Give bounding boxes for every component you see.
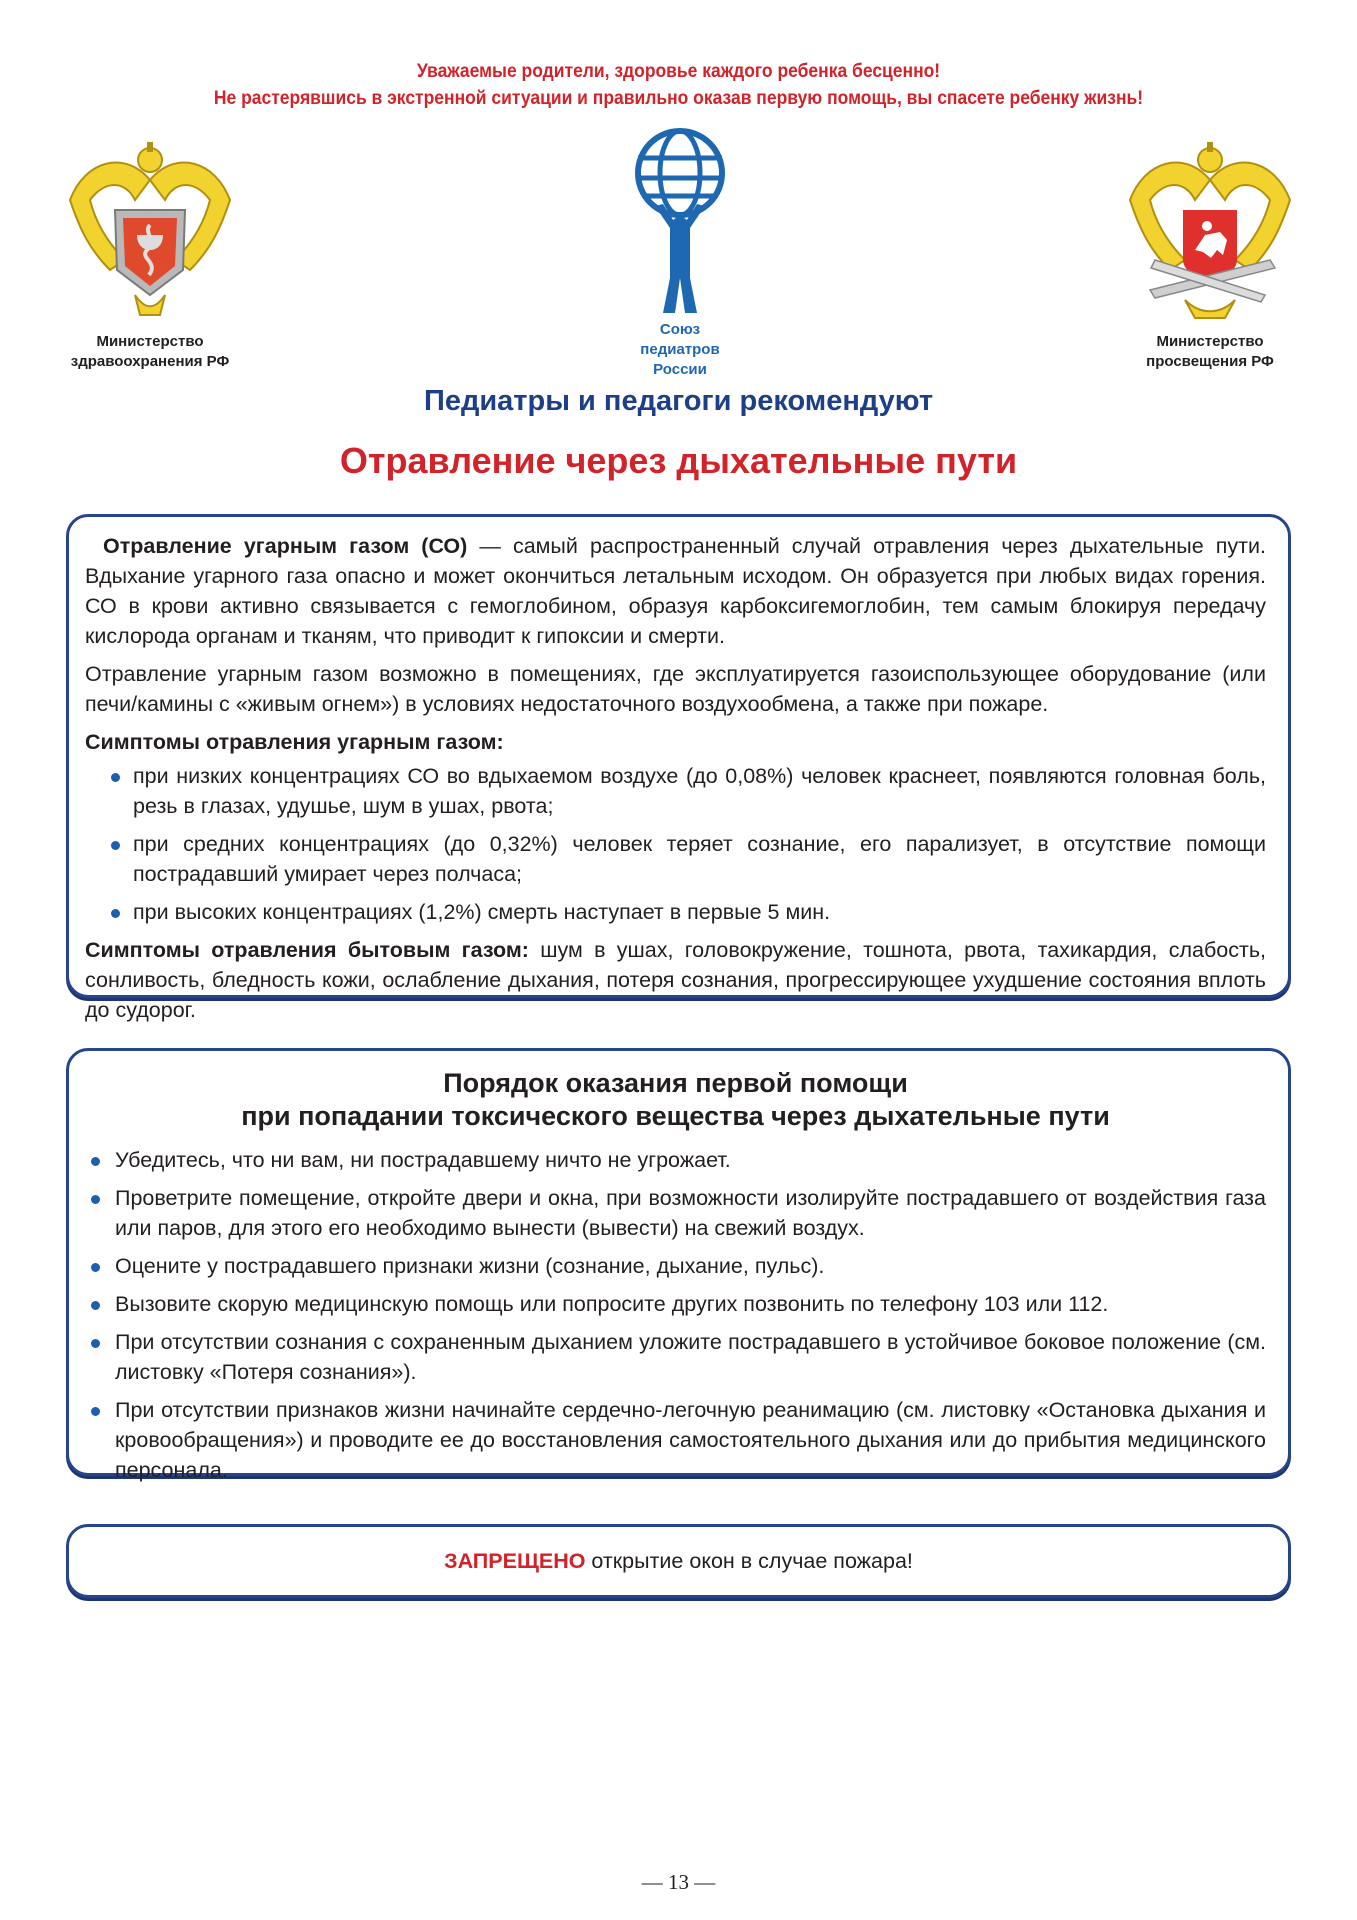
list-item	[85, 1395, 1266, 1485]
bullet-icon	[91, 1157, 100, 1166]
co-locations-paragraph: Отравление угарным газом возможно в помещениях, где эксплуатируется газоиспользующее оборудование (или печи/камины с «живым огнем») в условиях недостаточного воздухообмена, а также при пожаре.	[85, 662, 1266, 716]
list-item-text: при низких концентрациях СО во вдыхаемом воздухе (до 0,08%) человек краснеет, появляются головная боль, резь в глазах, удушье, шум в ушах, рвота;	[133, 764, 1266, 818]
logo-right-line2: просвещения РФ	[1146, 353, 1274, 370]
bullet-icon	[91, 1339, 100, 1348]
list-item-text: Вызовите скорую медицинскую помощь или попросите других позвонить по телефону 103 или 112.	[115, 1292, 1109, 1316]
gas-symptoms-paragraph	[85, 935, 1266, 1025]
page-subtitle: Педиатры и педагоги рекомендуют	[423, 385, 934, 417]
first-aid-title-line1: Порядок оказания первой помощи	[443, 1068, 908, 1098]
bullet-icon	[111, 773, 120, 782]
ministry-health-emblem-icon	[65, 140, 235, 320]
bullet-icon	[111, 841, 120, 850]
warning-box	[66, 1524, 1291, 1598]
co-intro-bold: Отравление угарным газом (СО)	[103, 534, 468, 558]
list-item	[85, 1289, 1266, 1319]
logo-pediatricians-union	[610, 128, 750, 380]
list-item-text: При отсутствии сознания с сохраненным дыханием уложите пострадавшего в устойчивое боковое положение (см. листовку «Потеря сознания»).	[115, 1330, 1266, 1384]
page-title: Отравление через дыхательные пути	[339, 440, 1018, 481]
list-item-text: при высоких концентрациях (1,2%) смерть наступает в первые 5 мин.	[133, 900, 831, 924]
co-intro-text: — самый распространенный случай отравления через дыхательные пути. Вдыхание угарного газа опасно и может окончиться летальным исходом. Он образуется при любых видах горения. СО в крови активно связывается с гемоглобином, образуя карбоксигемоглобин, тем самым блокируя передачу кислорода органам и тканям, что приводит к гипоксии и смерти.	[85, 534, 1267, 648]
logo-left-line2: здравоохранения РФ	[70, 353, 230, 370]
logo-right-line1: Министерство	[1156, 333, 1264, 350]
bullet-icon	[91, 1195, 100, 1204]
list-item-text: Убедитесь, что ни вам, ни пострадавшему ничто не угрожает.	[115, 1148, 731, 1172]
list-item-text: при средних концентрациях (до 0,32%) человек теряет сознание, его парализует, в отсутствие помощи пострадавший умирает через полчаса;	[133, 832, 1266, 886]
list-item	[85, 897, 1266, 927]
warning-bold: ЗАПРЕЩЕНО	[444, 1549, 586, 1573]
first-aid-box	[66, 1048, 1291, 1482]
first-aid-title-line2: при попадании токсического вещества через дыхательные пути	[241, 1101, 1110, 1131]
list-item	[85, 1145, 1266, 1175]
logo-center-line1: Союз	[659, 321, 701, 338]
co-poisoning-info-box	[66, 514, 1291, 1022]
list-item	[85, 829, 1266, 889]
co-intro-paragraph	[85, 531, 1266, 651]
co-symptoms-heading	[85, 727, 1266, 757]
first-aid-steps-list	[85, 1145, 1266, 1485]
top-banner	[54, 58, 1302, 112]
warning-text	[69, 1527, 1288, 1595]
list-item-text: При отсутствии признаков жизни начинайте сердечно-легочную реанимацию (см. листовку «Остановка дыхания и кровообращения») и проводите ее до восстановления самостоятельного дыхания или до прибытия медицинского персонала.	[115, 1398, 1266, 1482]
list-item	[85, 1251, 1266, 1281]
list-item-text: Проветрите помещение, откройте двери и окна, при возможности изолируйте пострадавшего от воздействия газа или паров, для этого его необходимо вынести (вывести) на свежий воздух.	[115, 1186, 1266, 1240]
list-item	[85, 1327, 1266, 1387]
bullet-icon	[91, 1407, 100, 1416]
ministry-education-emblem-icon	[1125, 140, 1295, 320]
co-symptoms-list	[85, 761, 1266, 927]
gas-symptoms-heading: Симптомы отравления бытовым газом:	[85, 938, 529, 962]
banner-line-2: Не растерявшись в экстренной ситуации и правильно оказав первую помощь, вы спасете ребенку жизнь!	[213, 88, 1144, 109]
gas-symptoms-text: шум в ушах, головокружение, тошнота, рвота, тахикардия, слабость, сонливость, бледность кожи, ослабление дыхания, потеря сознания, прогрессирующее ухудшение состояния вплоть до судорог.	[85, 938, 1266, 1022]
co-symptoms-heading-text: Симптомы отравления угарным газом:	[85, 730, 504, 754]
list-item	[85, 1183, 1266, 1243]
page-number: — 13 —	[641, 1870, 716, 1894]
logo-ministry-health	[55, 140, 245, 372]
bullet-icon	[91, 1301, 100, 1310]
bullet-icon	[91, 1263, 100, 1272]
list-item	[85, 761, 1266, 821]
banner-line-1: Уважаемые родители, здоровье каждого ребенка бесценно!	[416, 61, 941, 82]
warning-rest: открытие окон в случае пожара!	[585, 1549, 913, 1573]
logo-center-line3: России	[653, 361, 707, 378]
logo-ministry-education	[1115, 140, 1305, 372]
logo-center-line2: педиатров	[640, 341, 720, 358]
first-aid-title	[85, 1067, 1266, 1133]
list-item-text: Оцените у пострадавшего признаки жизни (сознание, дыхание, пульс).	[115, 1254, 825, 1278]
logo-left-line1: Министерство	[96, 333, 204, 350]
bullet-icon	[111, 909, 120, 918]
pediatricians-union-globe-icon	[625, 128, 735, 318]
